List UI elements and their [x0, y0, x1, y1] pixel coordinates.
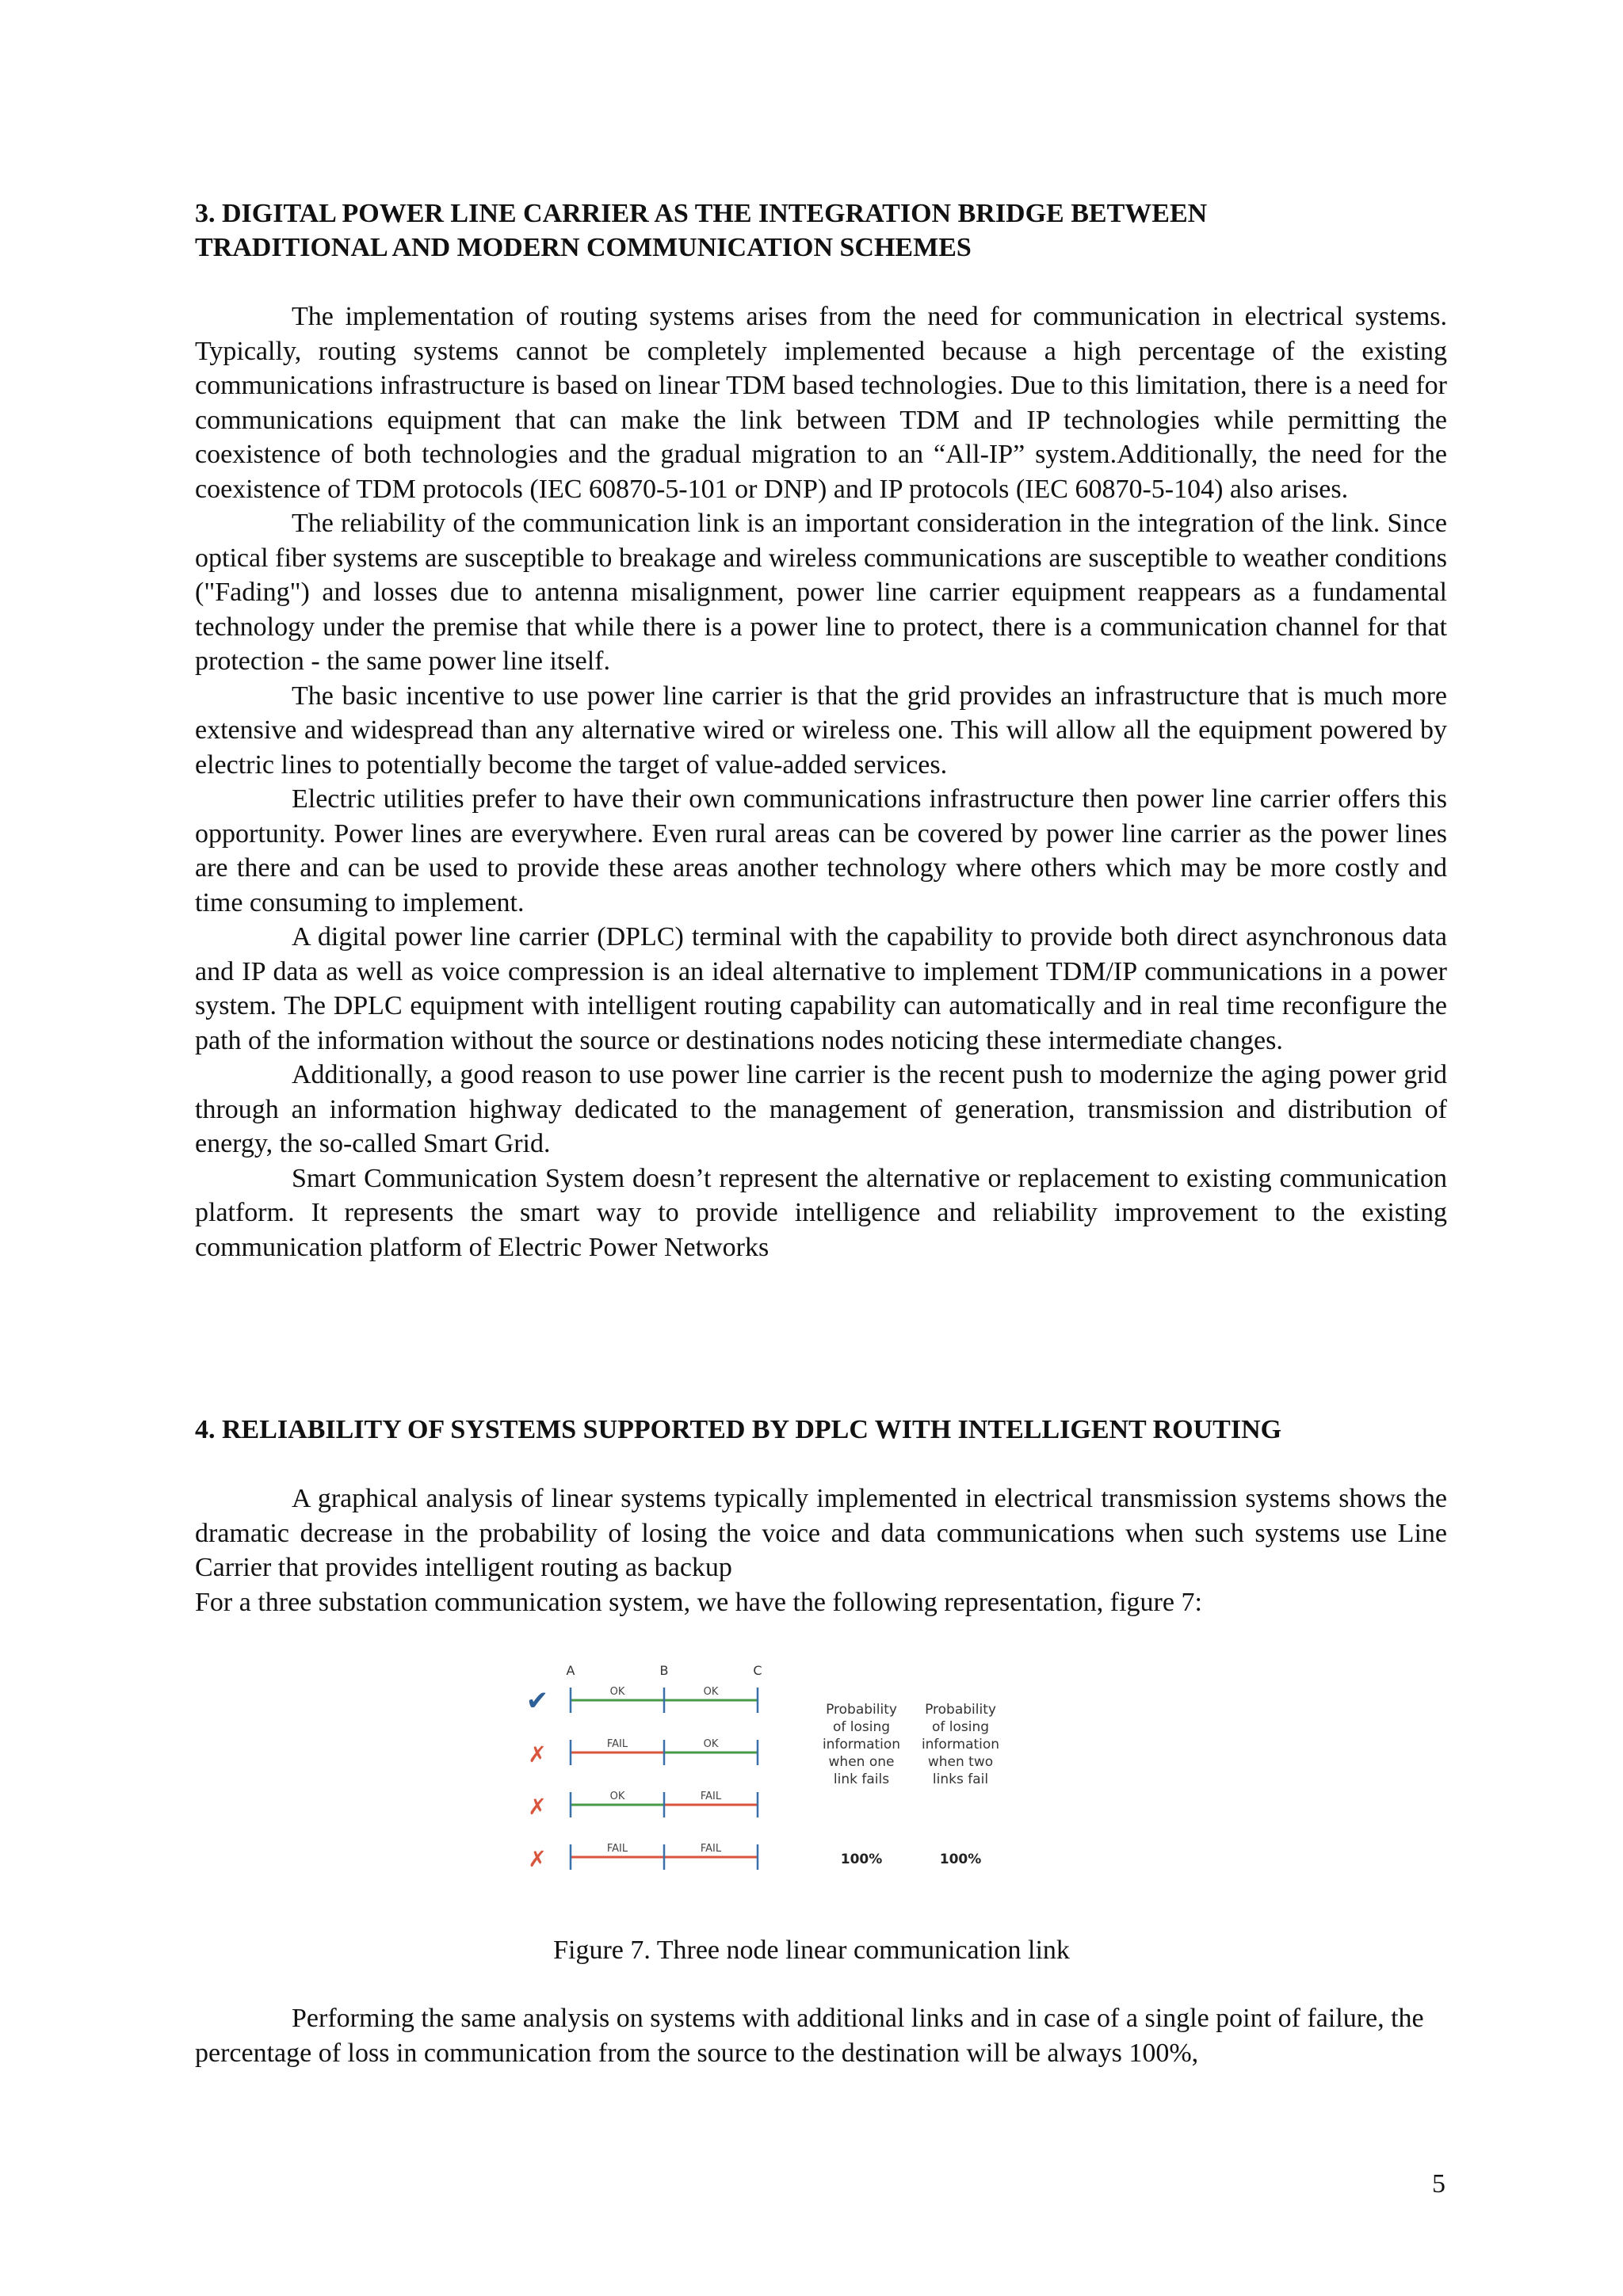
page-number: 5: [1432, 2169, 1445, 2199]
col1-header-line: Probability: [826, 1702, 897, 1718]
check-icon: ✔: [525, 1685, 549, 1717]
col1-header-line: information: [822, 1737, 901, 1753]
section-3-heading: [195, 196, 1447, 265]
node-label-c: C: [753, 1663, 762, 1678]
figure-7-diagram: [507, 1653, 1014, 1890]
probability-column-2: [922, 1702, 999, 1867]
paragraph: For a three substation communication system, we have the following representation, figure 7:: [195, 1587, 1202, 1617]
paragraph: Electric utilities prefer to have their own communications infrastructure then power line carrier offers this opportunity. Power lines are everywhere. Even rural areas can be covered by power line carrier as the power lines are there and can be used to provide these areas another technology where others which may be more costly and time consuming to implement.: [195, 784, 1447, 917]
col2-header-line: Probability: [925, 1702, 996, 1718]
col1-value: 100%: [840, 1852, 883, 1867]
section-4: [195, 1413, 1447, 1619]
col1-header-line: link fails: [833, 1772, 890, 1787]
col2-value: 100%: [939, 1852, 982, 1867]
paragraph: A digital power line carrier (DPLC) terminal with the capability to provide both direct asynchronous data and IP data as well as voice compression is an ideal alternative to implement TDM/IP communications in a power system. The DPLC equipment with intelligent routing capability can automatically and in real time reconfigure the path of the information without the source or destinations nodes noticing these intermediate changes.: [195, 922, 1447, 1055]
link-bc-label: FAIL: [700, 1843, 722, 1855]
paragraph: Smart Communication System doesn’t represent the alternative or replacement to existing communication platform. It represents the smart way to provide intelligence and reliability improvement to the existing communication platform of Electric Power Networks: [195, 1163, 1447, 1262]
section-4-heading: 4. RELIABILITY OF SYSTEMS SUPPORTED BY DPLC WITH INTELLIGENT ROUTING: [195, 1415, 1282, 1444]
col2-header-line: information: [921, 1737, 1000, 1753]
link-ab-label: OK: [609, 1686, 625, 1698]
paragraph: The basic incentive to use power line carrier is that the grid provides an infrastructure that is much more extensive and widespread than any alternative wired or wireless one. This will allow all the equipment powered by electric lines to potentially become the target of value-added services.: [195, 681, 1447, 780]
cross-icon: ✗: [528, 1846, 547, 1872]
paragraph: A graphical analysis of linear systems typically implemented in electrical transmission systems shows the dramatic decrease in the probability of losing the voice and data communications when such systems use Line Carrier that provides intelligent routing as backup: [195, 1484, 1447, 1582]
paragraph: The reliability of the communication link is an important consideration in the integration of the link. Since optical fiber systems are susceptible to breakage and wireless communications are susceptible to weather conditions ("Fading") and losses due to antenna misalignment, power line carrier equipment reappears as a fundamental technology under the premise that while there is a power line to protect, there is a communication channel for that protection - the same power line itself.: [195, 509, 1447, 676]
paragraph: Additionally, a good reason to use power line carrier is the recent push to modernize the aging power grid through an information highway dedicated to the management of generation, transmission and distribution of energy, the so-called Smart Grid.: [195, 1060, 1447, 1158]
node-label-a: A: [566, 1663, 575, 1678]
col2-header-line: when two: [927, 1754, 994, 1770]
link-row: [528, 1791, 758, 1820]
link-bc-label: OK: [703, 1738, 719, 1750]
link-ab-label: FAIL: [606, 1843, 628, 1855]
link-row: [528, 1738, 758, 1768]
link-ab-label: FAIL: [606, 1738, 628, 1750]
link-row: [528, 1843, 758, 1872]
probability-column-1: [823, 1702, 900, 1867]
link-bc-label: OK: [703, 1686, 719, 1698]
link-rows: [526, 1685, 758, 1872]
link-ab-label: OK: [609, 1791, 625, 1802]
figure-7-caption: Figure 7. Three node linear communication link: [553, 1936, 1070, 1965]
section-3: [195, 196, 1447, 1264]
col1-header-line: of losing: [832, 1719, 891, 1735]
link-row: [526, 1685, 758, 1717]
paragraph: The implementation of routing systems arises from the need for communication in electrical systems. Typically, routing systems cannot be completely implemented because a high percentage of the existing communications infrastructure is based on linear TDM based technologies. Due to this limitation, there is a need for communications equipment that can make the link between TDM and IP technologies while permitting the coexistence of both technologies and the gradual migration to an “All-IP” system.Additionally, the need for the coexistence of TDM protocols (IEC 60870-5-101 or DNP) and IP protocols (IEC 60870-5-104) also arises.: [195, 302, 1447, 504]
col2-header-line: of losing: [931, 1719, 990, 1735]
cross-icon: ✗: [528, 1794, 547, 1820]
link-bc-label: FAIL: [700, 1791, 722, 1802]
section-4-continued: [195, 2001, 1447, 2070]
cross-icon: ✗: [528, 1741, 547, 1768]
section-3-heading-line1: 3. DIGITAL POWER LINE CARRIER AS THE INTEGRATION BRIDGE BETWEEN: [195, 199, 1208, 228]
section-3-heading-line2: TRADITIONAL AND MODERN COMMUNICATION SCHEMES: [195, 233, 972, 262]
node-label-b: B: [659, 1663, 669, 1678]
col1-header-line: when one: [828, 1754, 895, 1770]
col2-header-line: links fail: [932, 1772, 989, 1787]
paragraph: Performing the same analysis on systems with additional links and in case of a single point of failure, the percentage of loss in communication from the source to the destination will be always 100%,: [195, 2004, 1424, 2068]
